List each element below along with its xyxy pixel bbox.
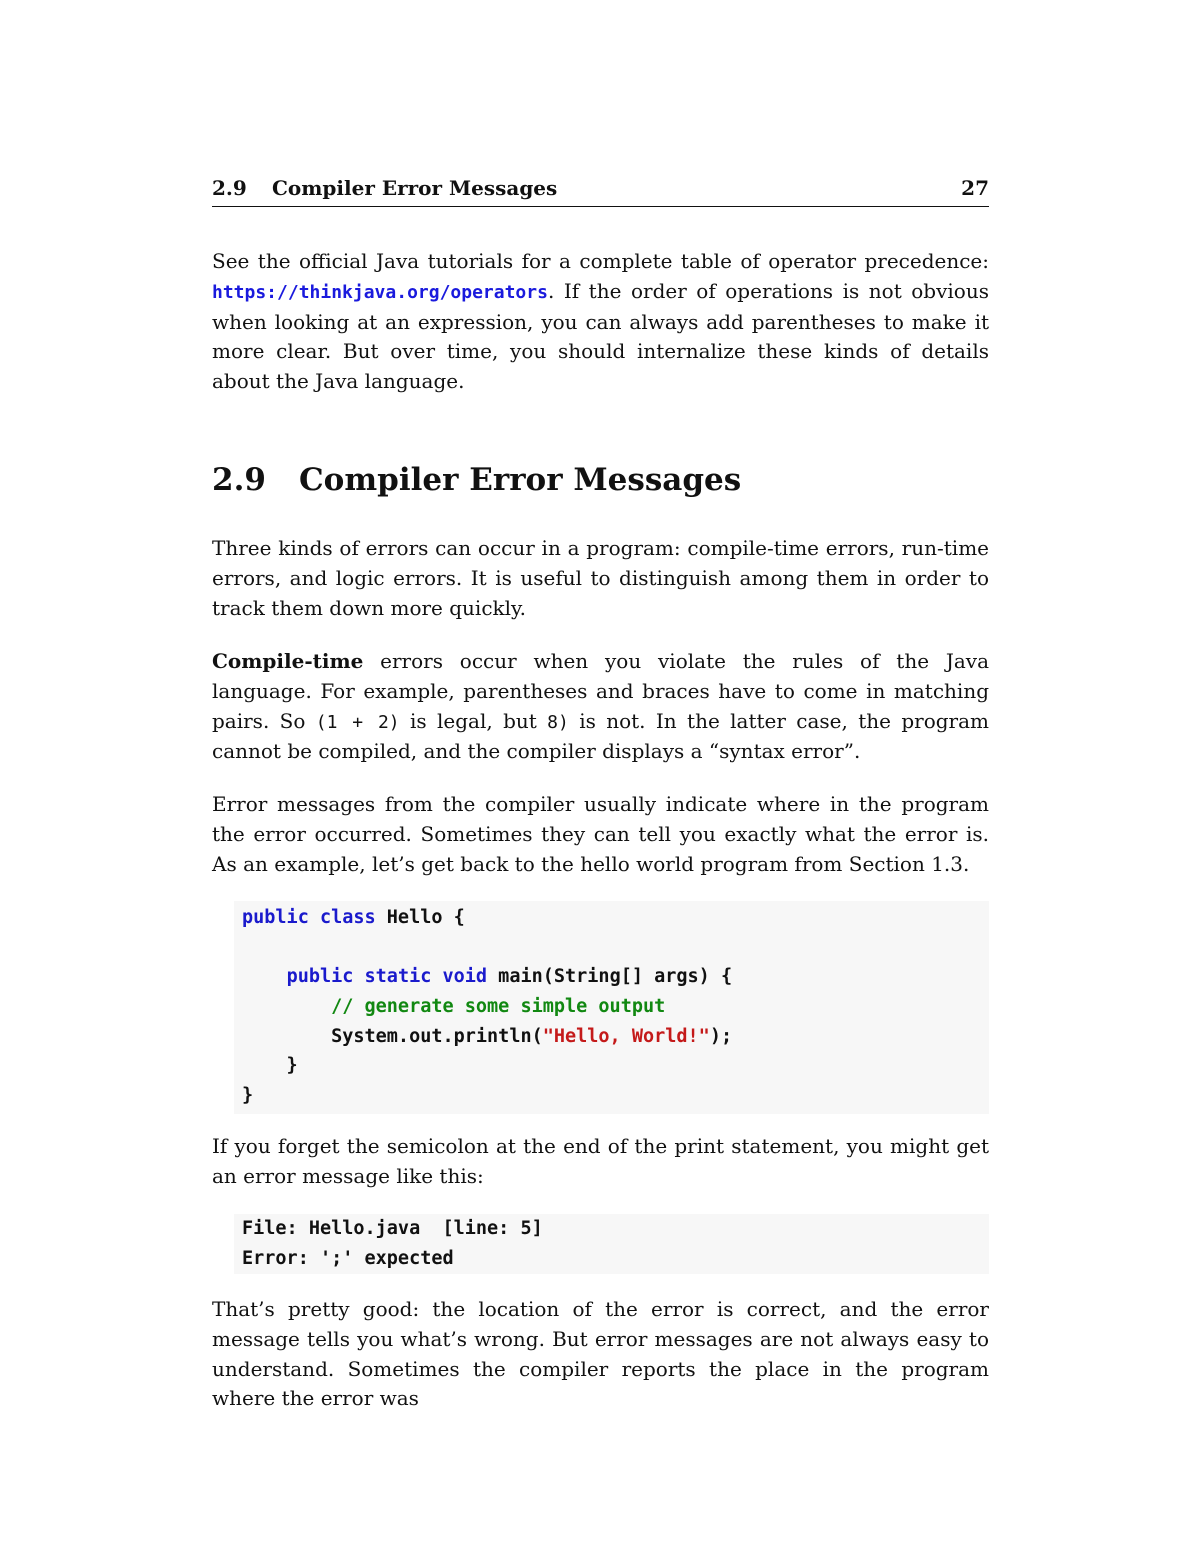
running-header	[212, 176, 989, 207]
para3-text-a: errors occur when you violate the rules of the Java language. For example, parentheses and braces have to come in matching pairs. So	[212, 649, 989, 733]
page-number: 27	[961, 176, 989, 200]
code-inline-a: (1 + 2)	[315, 711, 400, 733]
code-string: "Hello, World!"	[542, 1025, 710, 1047]
section-number: 2.9	[212, 462, 266, 498]
code-inline-b: 8)	[547, 711, 569, 733]
code-line: public class Hello {	[242, 907, 465, 928]
para1-text-b: . If the order of operations is not obvious when looking at an expression, you can always add parentheses to make it more clear. But over time, you should internalize these kinds of details about the Java language.	[212, 278, 989, 394]
code-block-error	[234, 1214, 989, 1274]
para6-text: That’s pretty good: the location of the error is correct, and the error message tells you what’s wrong. But error messages are not always easy to understand. Sometimes the compiler reports the place in the program where the error was	[212, 1297, 989, 1411]
para3-text-b: is legal, but	[399, 708, 548, 733]
code-line: File: Hello.java [line: 5]	[242, 1218, 543, 1239]
para1-text-a: See the official Java tutorials for a complete table of operator precedence:	[212, 249, 989, 273]
term-compile-time: Compile-time	[212, 649, 364, 673]
paragraph-precedence	[212, 247, 989, 397]
para4-text: Error messages from the compiler usually indicate where in the program the error occurred. Sometimes they can tell you exactly what the error is. As an example, let’s get back to the hello world program from Section 1.3.	[212, 792, 989, 876]
header-section-number: 2.9	[212, 176, 247, 200]
code-line-blank	[234, 933, 989, 963]
code-line: System.out.println("Hello, World!");	[331, 1025, 733, 1047]
para5-text: If you forget the semicolon at the end of the print statement, you might get an error message like this:	[212, 1134, 989, 1188]
para3-text-c: is not. In the latter case, the program cannot be compiled, and the compiler displays a “syntax error”.	[212, 708, 989, 764]
code-comment: // generate some simple output	[331, 996, 666, 1018]
paragraph-error-kinds	[212, 534, 989, 623]
code-block-hello	[234, 901, 989, 1114]
code-line: }	[242, 1085, 254, 1107]
paragraph-location	[212, 1295, 989, 1414]
operators-link[interactable]: https://thinkjava.org/operators	[212, 281, 548, 303]
paragraph-compile-time	[212, 647, 989, 767]
section-title: Compiler Error Messages	[299, 462, 742, 498]
code-line: Error: ';' expected	[242, 1247, 454, 1269]
code-line	[234, 992, 989, 1022]
code-line: }	[242, 1055, 298, 1077]
code-line: public static void main(String[] args) {	[286, 966, 733, 988]
paragraph-error-messages	[212, 790, 989, 879]
paragraph-semicolon	[212, 1132, 989, 1192]
para2-text: Three kinds of errors can occur in a program: compile-time errors, run-time errors, and logic errors. It is useful to distinguish among them in order to track them down more quickly.	[212, 536, 989, 620]
header-section-title: Compiler Error Messages	[272, 176, 558, 200]
